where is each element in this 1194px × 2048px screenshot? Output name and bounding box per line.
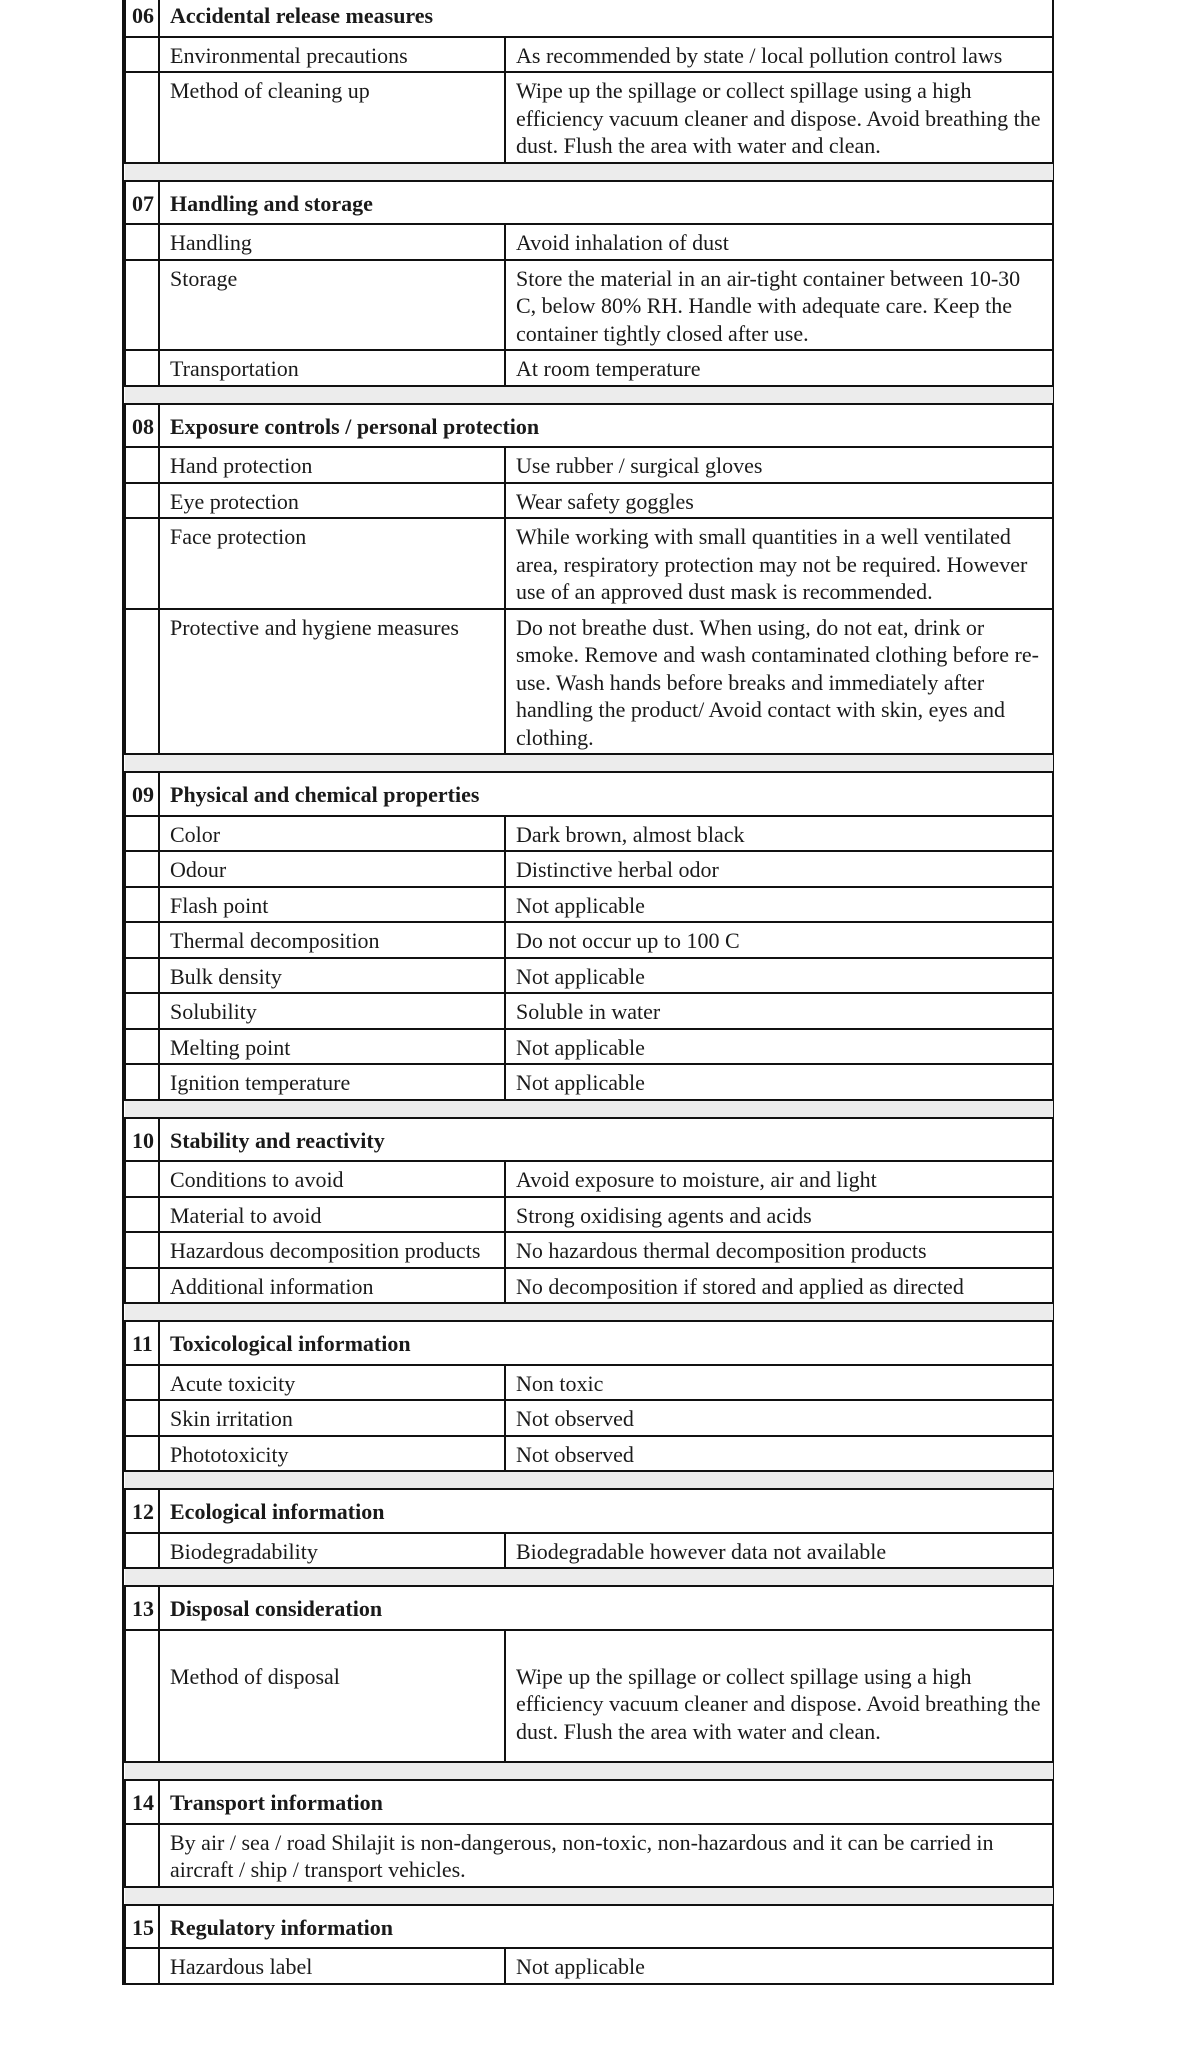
row-value: Not applicable bbox=[505, 1948, 1053, 1984]
row-label: Hand protection bbox=[159, 447, 505, 483]
section-number: 11 bbox=[125, 1321, 159, 1365]
table-row bbox=[125, 1064, 1053, 1100]
section-number: 06 bbox=[125, 0, 159, 37]
table-row bbox=[125, 350, 1053, 386]
section-title: Physical and chemical properties bbox=[159, 772, 1053, 816]
table-row bbox=[125, 1824, 1053, 1887]
table-row bbox=[125, 816, 1053, 852]
row-label: Protective and hygiene measures bbox=[159, 609, 505, 755]
row-value: Wipe up the spillage or collect spillage using a high efficiency vacuum cleaner and dispose. Avoid breathing the dust. Flush the area with water and clean. bbox=[505, 1630, 1053, 1763]
table-row bbox=[125, 958, 1053, 994]
row-index-cell bbox=[125, 1630, 159, 1763]
msds-sections-table bbox=[124, 0, 1054, 1985]
section-gap bbox=[125, 1303, 1053, 1321]
section-title: Regulatory information bbox=[159, 1905, 1053, 1949]
row-label: Material to avoid bbox=[159, 1197, 505, 1233]
table-row bbox=[125, 518, 1053, 609]
row-value: Strong oxidising agents and acids bbox=[505, 1197, 1053, 1233]
row-index-cell bbox=[125, 922, 159, 958]
section-number: 12 bbox=[125, 1489, 159, 1533]
row-index-cell bbox=[125, 1400, 159, 1436]
section-title: Transport information bbox=[159, 1780, 1053, 1824]
row-value: Not observed bbox=[505, 1400, 1053, 1436]
row-value: At room temperature bbox=[505, 350, 1053, 386]
row-label: Ignition temperature bbox=[159, 1064, 505, 1100]
section-title: Stability and reactivity bbox=[159, 1118, 1053, 1162]
row-index-cell bbox=[125, 851, 159, 887]
section-number: 07 bbox=[125, 181, 159, 225]
row-label: Additional information bbox=[159, 1268, 505, 1304]
row-value: Not applicable bbox=[505, 1064, 1053, 1100]
row-index-cell bbox=[125, 1824, 159, 1887]
row-value: Wipe up the spillage or collect spillage using a high efficiency vacuum cleaner and dispose. Avoid breathing the dust. Flush the area with water and clean. bbox=[505, 72, 1053, 163]
section-gap-cell bbox=[125, 754, 1053, 772]
row-label: Melting point bbox=[159, 1029, 505, 1065]
row-label: Method of disposal bbox=[159, 1630, 505, 1763]
table-row bbox=[125, 1400, 1053, 1436]
table-row bbox=[125, 37, 1053, 73]
row-value: No decomposition if stored and applied as directed bbox=[505, 1268, 1053, 1304]
section-header bbox=[125, 1905, 1053, 1949]
row-index-cell bbox=[125, 609, 159, 755]
table-row bbox=[125, 1232, 1053, 1268]
row-value: Avoid exposure to moisture, air and light bbox=[505, 1161, 1053, 1197]
section-gap-cell bbox=[125, 1887, 1053, 1905]
row-value: Store the material in an air-tight container between 10-30 C, below 80% RH. Handle with adequate care. Keep the container tightly closed after use. bbox=[505, 260, 1053, 351]
row-value: Not applicable bbox=[505, 1029, 1053, 1065]
section-gap bbox=[125, 754, 1053, 772]
row-value: Soluble in water bbox=[505, 993, 1053, 1029]
section-header bbox=[125, 181, 1053, 225]
row-index-cell bbox=[125, 224, 159, 260]
row-value: As recommended by state / local pollution control laws bbox=[505, 37, 1053, 73]
row-label: Phototoxicity bbox=[159, 1436, 505, 1472]
row-value: Non toxic bbox=[505, 1365, 1053, 1401]
row-index-cell bbox=[125, 350, 159, 386]
msds-table bbox=[122, 0, 1054, 1985]
row-index-cell bbox=[125, 1436, 159, 1472]
row-value: Wear safety goggles bbox=[505, 483, 1053, 519]
table-row bbox=[125, 1197, 1053, 1233]
row-index-cell bbox=[125, 483, 159, 519]
row-index-cell bbox=[125, 816, 159, 852]
row-label: Color bbox=[159, 816, 505, 852]
table-row bbox=[125, 483, 1053, 519]
row-index-cell bbox=[125, 72, 159, 163]
section-number: 15 bbox=[125, 1905, 159, 1949]
row-label: Biodegradability bbox=[159, 1533, 505, 1569]
section-gap bbox=[125, 163, 1053, 181]
section-gap-cell bbox=[125, 386, 1053, 404]
section-gap-cell bbox=[125, 1100, 1053, 1118]
row-value: Not observed bbox=[505, 1436, 1053, 1472]
table-row bbox=[125, 1161, 1053, 1197]
row-label: Bulk density bbox=[159, 958, 505, 994]
section-title: Handling and storage bbox=[159, 181, 1053, 225]
row-label: Handling bbox=[159, 224, 505, 260]
row-value: Distinctive herbal odor bbox=[505, 851, 1053, 887]
section-title: Accidental release measures bbox=[159, 0, 1053, 37]
row-index-cell bbox=[125, 1533, 159, 1569]
section-gap bbox=[125, 1471, 1053, 1489]
section-header bbox=[125, 1489, 1053, 1533]
section-gap bbox=[125, 386, 1053, 404]
section-header bbox=[125, 1321, 1053, 1365]
table-row bbox=[125, 1365, 1053, 1401]
row-index-cell bbox=[125, 1268, 159, 1304]
row-label: Odour bbox=[159, 851, 505, 887]
row-index-cell bbox=[125, 1064, 159, 1100]
table-row bbox=[125, 224, 1053, 260]
row-label: Method of cleaning up bbox=[159, 72, 505, 163]
table-row bbox=[125, 260, 1053, 351]
row-label: Hazardous label bbox=[159, 1948, 505, 1984]
row-index-cell bbox=[125, 1197, 159, 1233]
row-label: Environmental precautions bbox=[159, 37, 505, 73]
row-label: Conditions to avoid bbox=[159, 1161, 505, 1197]
table-row bbox=[125, 1268, 1053, 1304]
section-number: 13 bbox=[125, 1586, 159, 1630]
row-value: Not applicable bbox=[505, 887, 1053, 923]
section-gap bbox=[125, 1762, 1053, 1780]
row-value: Do not breathe dust. When using, do not eat, drink or smoke. Remove and wash contaminated clothing before re-use. Wash hands before breaks and immediately after handling the product/ Avoid contact with skin, eyes and clothing. bbox=[505, 609, 1053, 755]
section-title: Exposure controls / personal protection bbox=[159, 404, 1053, 448]
row-index-cell bbox=[125, 887, 159, 923]
row-index-cell bbox=[125, 447, 159, 483]
table-row bbox=[125, 922, 1053, 958]
row-value: Do not occur up to 100 C bbox=[505, 922, 1053, 958]
table-row bbox=[125, 993, 1053, 1029]
row-label: Skin irritation bbox=[159, 1400, 505, 1436]
section-number: 08 bbox=[125, 404, 159, 448]
section-gap bbox=[125, 1568, 1053, 1586]
row-index-cell bbox=[125, 958, 159, 994]
row-label: Hazardous decomposition products bbox=[159, 1232, 505, 1268]
row-label: Eye protection bbox=[159, 483, 505, 519]
row-value: No hazardous thermal decomposition products bbox=[505, 1232, 1053, 1268]
row-value: Not applicable bbox=[505, 958, 1053, 994]
row-value: Avoid inhalation of dust bbox=[505, 224, 1053, 260]
section-number: 09 bbox=[125, 772, 159, 816]
row-index-cell bbox=[125, 260, 159, 351]
section-gap-cell bbox=[125, 163, 1053, 181]
section-gap-cell bbox=[125, 1303, 1053, 1321]
row-label: Storage bbox=[159, 260, 505, 351]
row-index-cell bbox=[125, 1365, 159, 1401]
section-header bbox=[125, 0, 1053, 37]
row-label: Transportation bbox=[159, 350, 505, 386]
table-row bbox=[125, 447, 1053, 483]
row-index-cell bbox=[125, 518, 159, 609]
section-header bbox=[125, 1780, 1053, 1824]
table-row bbox=[125, 1436, 1053, 1472]
section-header bbox=[125, 404, 1053, 448]
row-label: Acute toxicity bbox=[159, 1365, 505, 1401]
row-index-cell bbox=[125, 1232, 159, 1268]
row-label: Solubility bbox=[159, 993, 505, 1029]
section-gap-cell bbox=[125, 1568, 1053, 1586]
section-header bbox=[125, 772, 1053, 816]
table-row bbox=[125, 1029, 1053, 1065]
row-index-cell bbox=[125, 1029, 159, 1065]
row-value: While working with small quantities in a well ventilated area, respiratory protection may not be required. However use of an approved dust mask is recommended. bbox=[505, 518, 1053, 609]
table-row bbox=[125, 609, 1053, 755]
section-gap-cell bbox=[125, 1471, 1053, 1489]
row-label: Thermal decomposition bbox=[159, 922, 505, 958]
table-row bbox=[125, 1533, 1053, 1569]
section-gap-cell bbox=[125, 1762, 1053, 1780]
row-value: Biodegradable however data not available bbox=[505, 1533, 1053, 1569]
row-value: Dark brown, almost black bbox=[505, 816, 1053, 852]
section-header bbox=[125, 1118, 1053, 1162]
section-number: 14 bbox=[125, 1780, 159, 1824]
section-title: Ecological information bbox=[159, 1489, 1053, 1533]
table-row bbox=[125, 1630, 1053, 1763]
row-label: Face protection bbox=[159, 518, 505, 609]
section-gap bbox=[125, 1887, 1053, 1905]
section-gap bbox=[125, 1100, 1053, 1118]
table-row bbox=[125, 1948, 1053, 1984]
table-row bbox=[125, 72, 1053, 163]
row-index-cell bbox=[125, 1161, 159, 1197]
row-value: Use rubber / surgical gloves bbox=[505, 447, 1053, 483]
section-header bbox=[125, 1586, 1053, 1630]
section-title: Disposal consideration bbox=[159, 1586, 1053, 1630]
section-number: 10 bbox=[125, 1118, 159, 1162]
row-index-cell bbox=[125, 993, 159, 1029]
table-row bbox=[125, 887, 1053, 923]
row-index-cell bbox=[125, 37, 159, 73]
section-text: By air / sea / road Shilajit is non-dangerous, non-toxic, non-hazardous and it can be carried in aircraft / ship / transport vehicles. bbox=[159, 1824, 1053, 1887]
row-label: Flash point bbox=[159, 887, 505, 923]
section-title: Toxicological information bbox=[159, 1321, 1053, 1365]
row-index-cell bbox=[125, 1948, 159, 1984]
table-row bbox=[125, 851, 1053, 887]
